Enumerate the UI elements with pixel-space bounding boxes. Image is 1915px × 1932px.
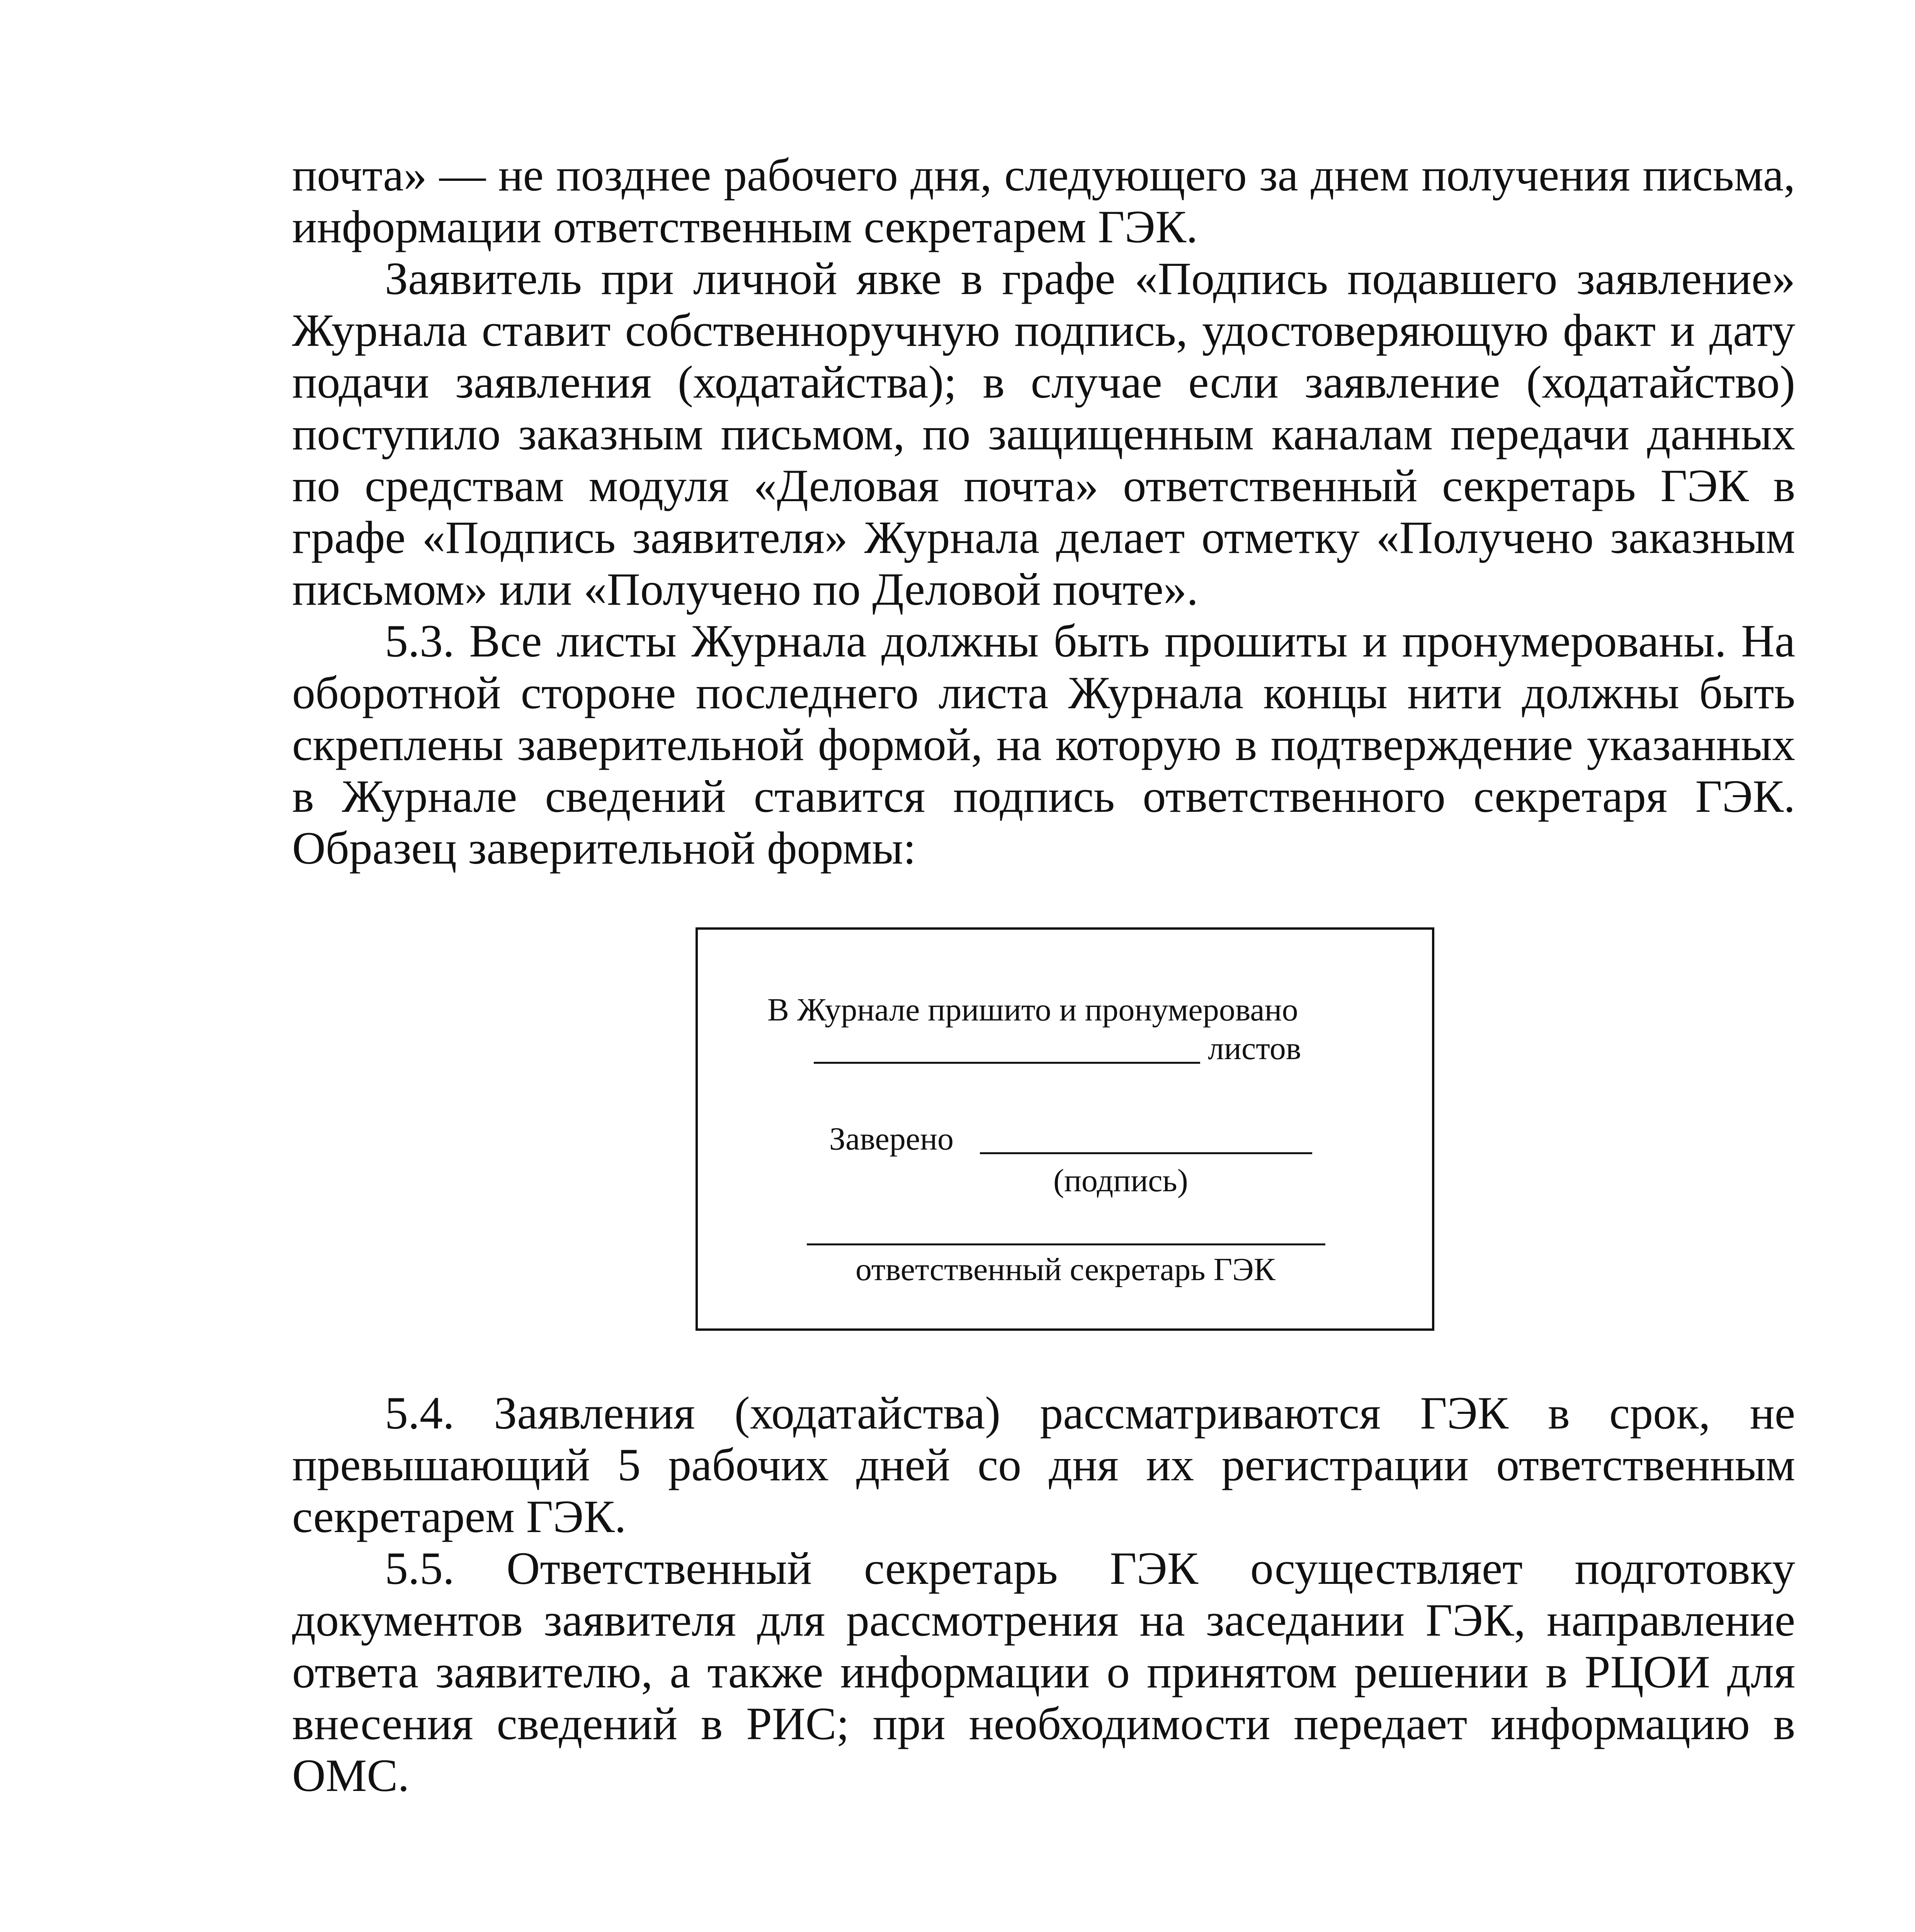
cert-signature-blank-line — [980, 1152, 1312, 1154]
cert-sheets-label: листов — [1208, 1031, 1301, 1066]
cert-stitched-text: В Журнале пришито и пронумеровано — [767, 992, 1298, 1028]
paragraph-continuation: почта» — не позднее рабочего дня, следующего за днем получения письма, информации ответственным секретарем ГЭК. — [292, 149, 1795, 252]
certification-form-sample — [696, 927, 1434, 1331]
body-text-bottom — [292, 1387, 1795, 1801]
cert-signature-caption: (подпись) — [1053, 1163, 1188, 1199]
cert-secretary-blank-line — [807, 1243, 1325, 1245]
paragraph-5-5: 5.5. Ответственный секретарь ГЭК осуществляет подготовку документов заявителя для рассмотрения на заседании ГЭК, направление ответа заявителю, а также информации о принятом решении в РЦОИ для внесения сведений в РИС; при необходимости передает информацию в ОМС. — [292, 1543, 1795, 1801]
cert-sheets-blank-line — [814, 1062, 1200, 1064]
paragraph-applicant-signature: Заявитель при личной явке в графе «Подпись подавшего заявление» Журнала ставит собственноручную подпись, удостоверяющую факт и дату подачи заявления (ходатайства); в случае если заявление (ходатайство) поступило заказным письмом, по защищенным каналам передачи данных по средствам модуля «Деловая почта» ответственный секретарь ГЭК в графе «Подпись заявителя» Журнала делает отметку «Получено заказным письмом» или «Получено по Деловой почте». — [292, 253, 1795, 615]
paragraph-5-3: 5.3. Все листы Журнала должны быть прошиты и пронумерованы. На оборотной стороне последнего листа Журнала концы нити должны быть скреплены заверительной формой, на которую в подтверждение указанных в Журнале сведений ставится подпись ответственного секретаря ГЭК. Образец заверительной формы: — [292, 615, 1795, 874]
body-text-top — [292, 149, 1795, 874]
cert-secretary-caption: ответственный секретарь ГЭК — [855, 1252, 1276, 1287]
cert-certified-label: Заверено — [829, 1121, 954, 1157]
paragraph-5-4: 5.4. Заявления (ходатайства) рассматриваются ГЭК в срок, не превышающий 5 рабочих дней со дня их регистрации ответственным секретарем ГЭК. — [292, 1387, 1795, 1542]
